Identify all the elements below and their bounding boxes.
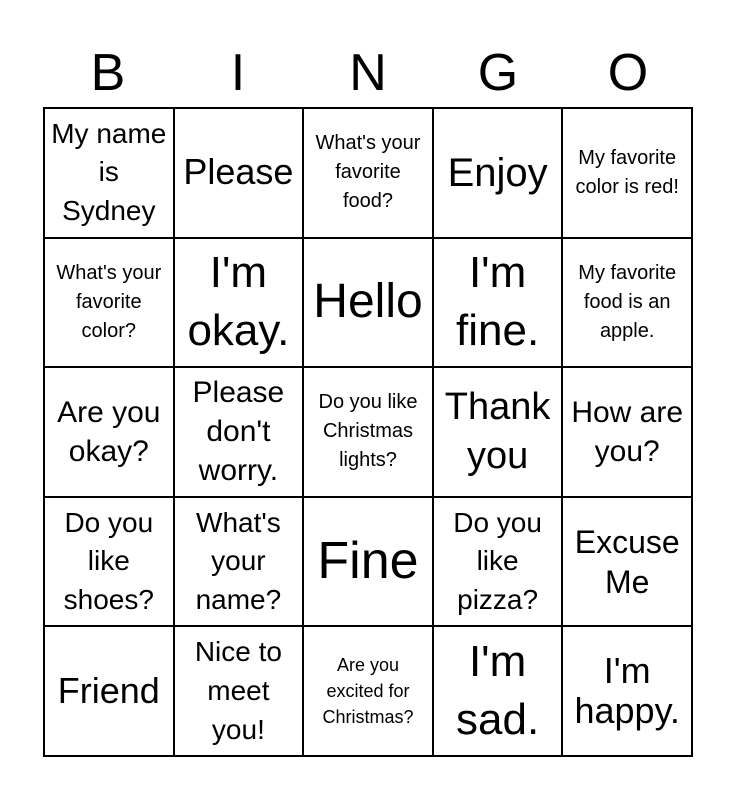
cell-text: I'm sad.	[456, 637, 540, 745]
cell-text: I'm okay.	[187, 248, 290, 356]
bingo-header	[43, 38, 693, 108]
bingo-cell[interactable]	[44, 367, 174, 497]
bingo-cell[interactable]	[174, 238, 304, 368]
bingo-cell[interactable]	[562, 238, 692, 368]
bingo-cell[interactable]	[44, 108, 174, 238]
header-letter-b: B	[90, 44, 126, 102]
bingo-cell[interactable]	[174, 626, 304, 756]
cell-text: Do you like Christmas lights?	[318, 391, 418, 472]
cell-text: Hello	[313, 275, 423, 329]
bingo-cell[interactable]	[433, 497, 563, 627]
cell-text: What's your favorite color?	[56, 261, 162, 342]
cell-text: Friend	[57, 669, 160, 711]
header-letter-o: O	[607, 44, 649, 102]
bingo-cell[interactable]	[174, 367, 304, 497]
cell-text: Do you like pizza?	[453, 506, 542, 615]
bingo-cell[interactable]	[303, 497, 433, 627]
cell-text: I'm fine.	[456, 248, 540, 356]
cell-text: Please	[183, 151, 294, 193]
header-letter-i: I	[230, 44, 246, 102]
bingo-cell[interactable]	[433, 626, 563, 756]
cell-text: How are you?	[571, 395, 684, 468]
header-letter-n: N	[349, 44, 387, 102]
bingo-cell[interactable]	[44, 238, 174, 368]
cell-text: What's your favorite food?	[315, 132, 421, 213]
bingo-cell[interactable]	[562, 497, 692, 627]
cell-text: Enjoy	[447, 150, 548, 195]
cell-text: Are you excited for Christmas?	[322, 655, 414, 728]
bingo-cell[interactable]	[303, 626, 433, 756]
cell-text: Do you like shoes?	[63, 506, 154, 615]
bingo-cell[interactable]	[562, 626, 692, 756]
bingo-cell[interactable]	[303, 367, 433, 497]
cell-text: My favorite color is red!	[575, 146, 679, 198]
cell-text: My name is Sydney	[51, 117, 167, 227]
cell-text: Thank you	[444, 385, 551, 477]
cell-text: Excuse Me	[574, 523, 680, 600]
bingo-cell[interactable]	[303, 108, 433, 238]
bingo-cell[interactable]	[562, 367, 692, 497]
cell-text: Fine	[317, 532, 419, 591]
bingo-board	[43, 107, 693, 757]
bingo-cell[interactable]	[174, 497, 304, 627]
header-letter-g: G	[477, 44, 519, 102]
cell-text: Nice to meet you!	[194, 636, 282, 745]
cell-text: I'm happy.	[574, 649, 680, 732]
cell-text: Please don't worry.	[192, 376, 285, 488]
bingo-cell[interactable]	[44, 497, 174, 627]
bingo-cell[interactable]	[303, 238, 433, 368]
bingo-cell[interactable]	[562, 108, 692, 238]
bingo-cell[interactable]	[433, 108, 563, 238]
bingo-cell[interactable]	[44, 626, 174, 756]
bingo-cell[interactable]	[433, 367, 563, 497]
cell-text: What's your name?	[195, 506, 282, 615]
bingo-cell[interactable]	[433, 238, 563, 368]
cell-text: My favorite food is an apple.	[578, 261, 677, 342]
cell-text: Are you okay?	[57, 395, 161, 468]
bingo-cell[interactable]	[174, 108, 304, 238]
